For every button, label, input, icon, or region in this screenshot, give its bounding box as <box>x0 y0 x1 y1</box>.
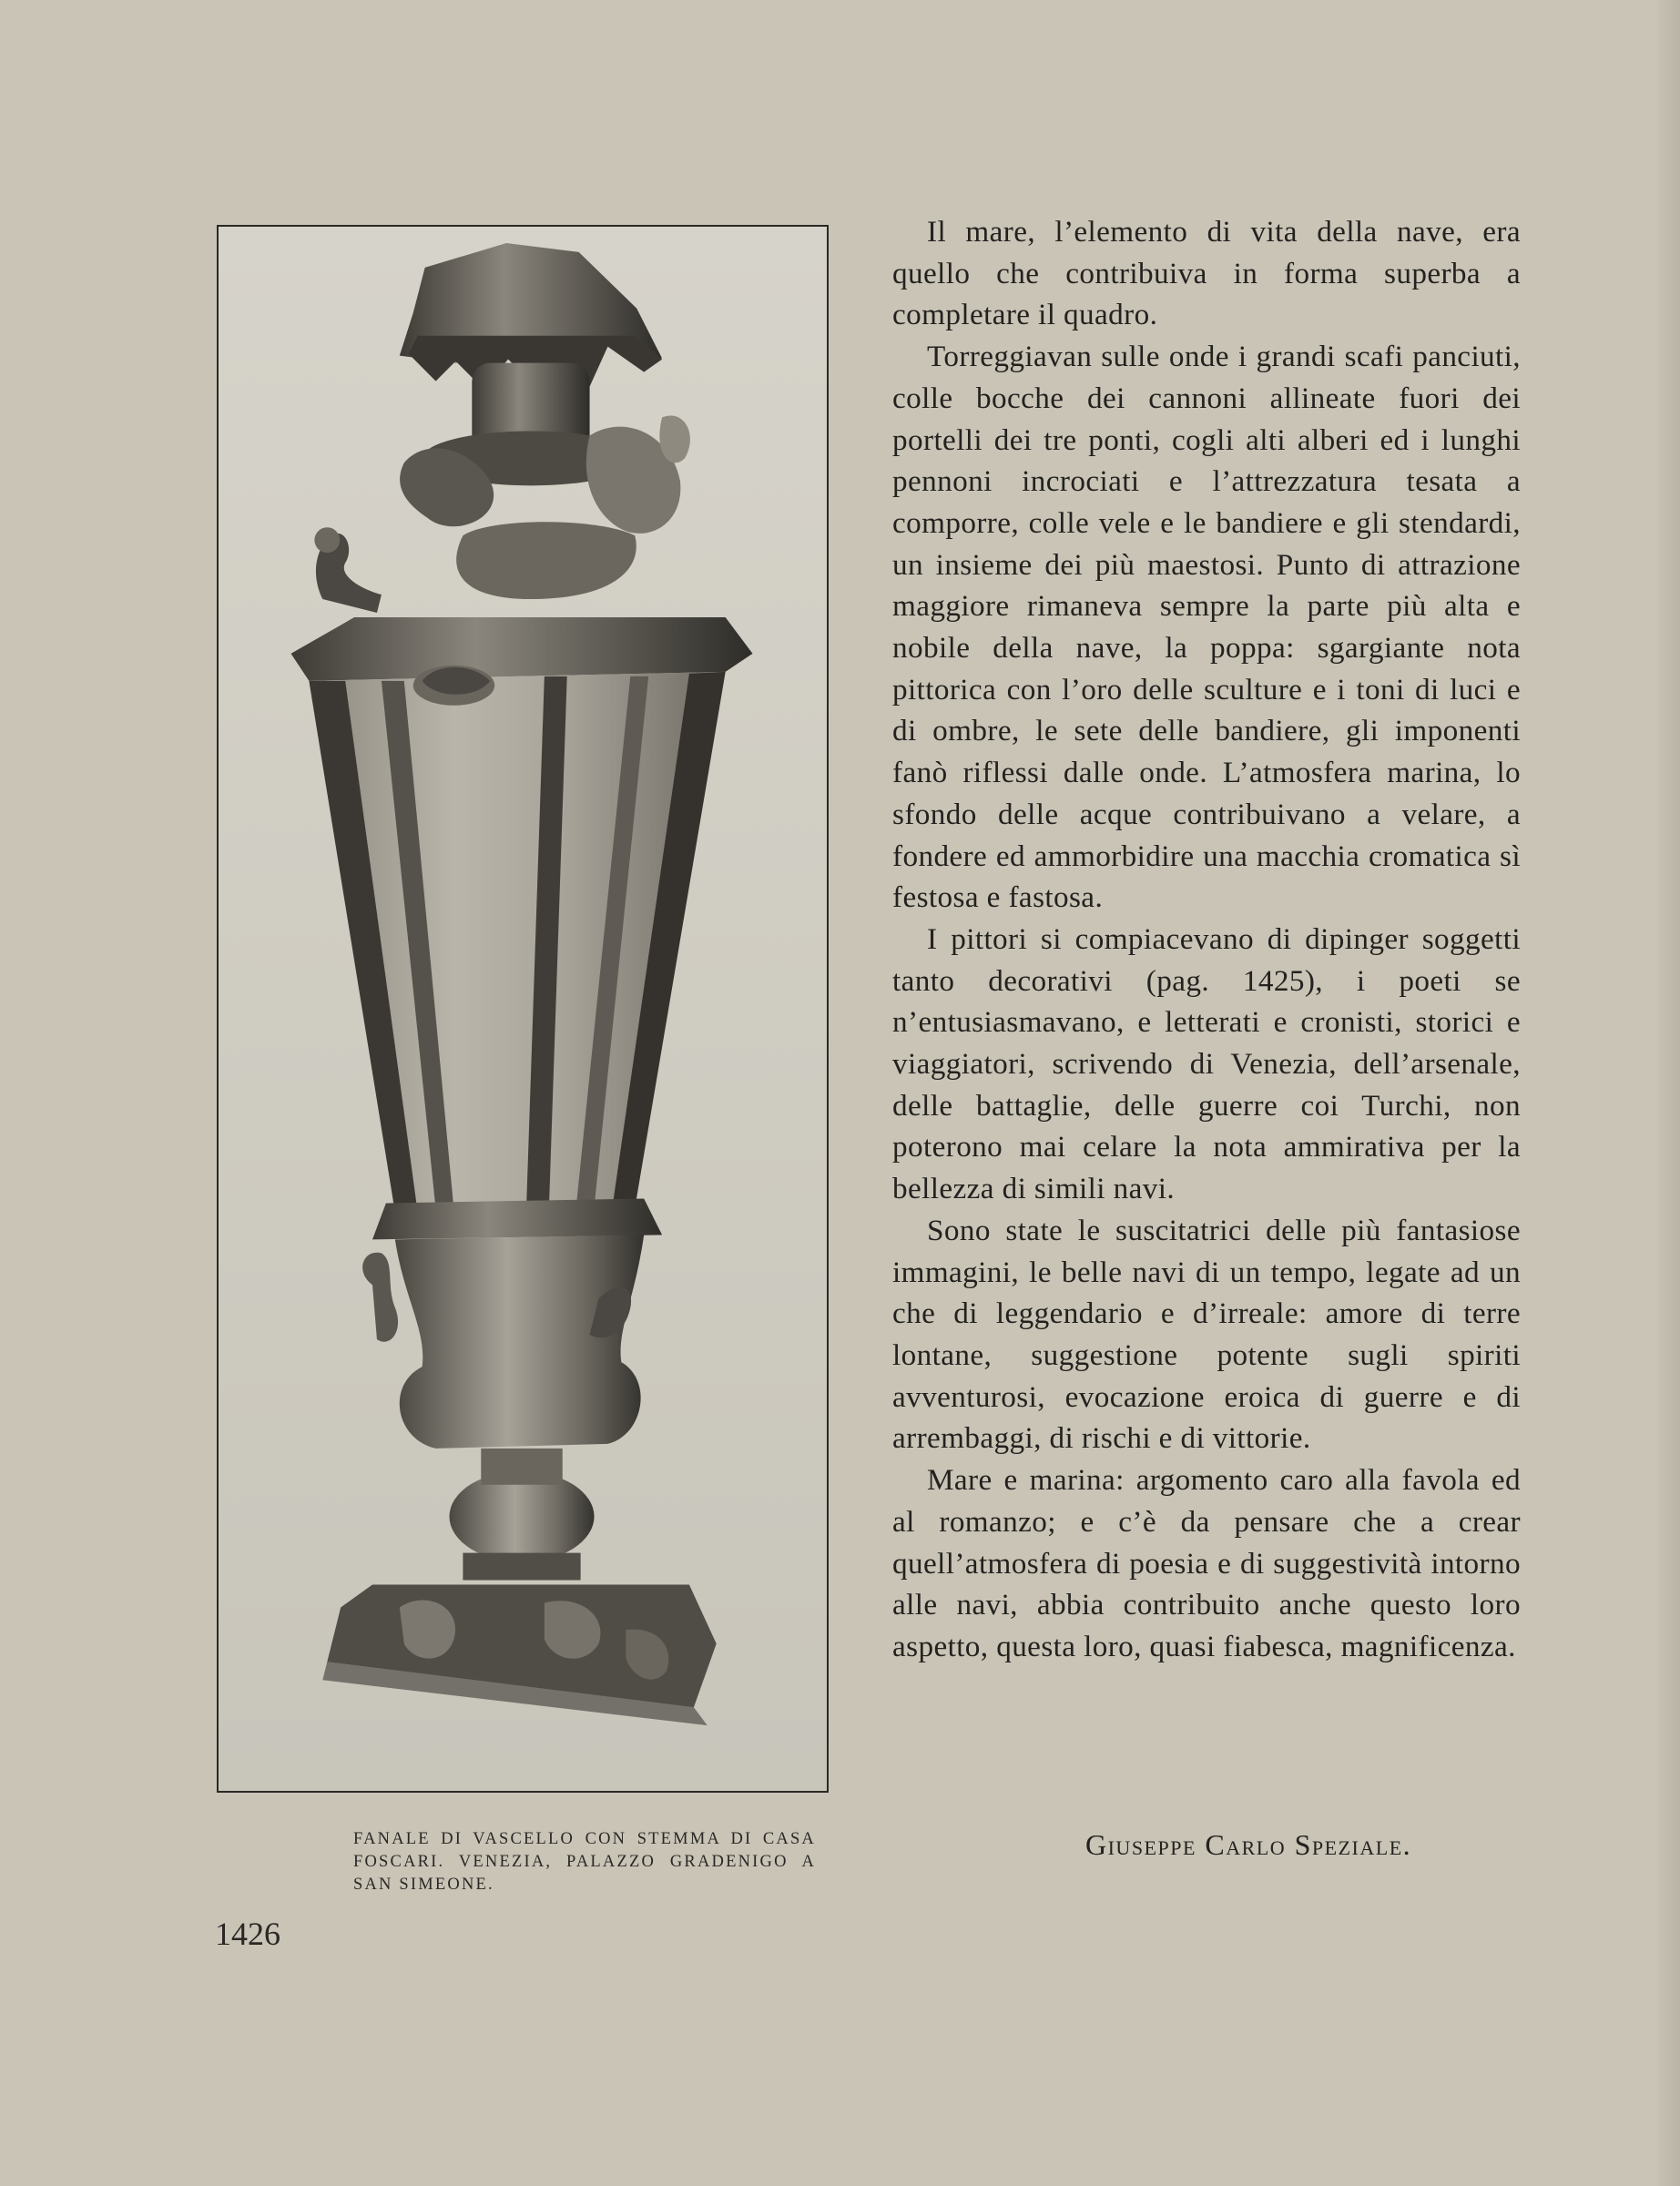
page-edge-shadow <box>1658 0 1680 2186</box>
page-number: 1426 <box>215 1916 280 1952</box>
paragraph-3: I pittori si compiacevano di dipinger soggetti tanto decorativi (pag. 1425), i poeti se n’entusiasmavano, e letterati e cronisti, storici e viaggiatori, scrivendo di Venezia, dell’arsenale, delle battaglie, delle guerre coi Turchi, non poterono mai celare la nota ammirativa per la bellezza di simili navi. <box>892 921 1521 1206</box>
paragraph-5: Mare e marina: argomento caro alla favola ed al romanzo; e c’è da pensare che a crear quell’atmosfera di poesia e di suggestività intorno alle navi, abbia contribuito anche questo loro aspetto, questa loro, quasi fiabesca, magnificenza. <box>892 1463 1521 1663</box>
author-signature: Giuseppe Carlo Speziale. <box>1085 1828 1412 1861</box>
paragraph-4: Sono state le suscitatrici delle più fantasiose immagini, le belle navi di un tempo, legate ad un che di leggendario e d’irreale: amore di terre lontane, suggestione potente sugli spiriti avventurosi, evocazione eroica di guerre e di arrembaggi, di rischi e di vittorie. <box>892 1213 1521 1456</box>
paragraph-1: Il mare, l’elemento di vita della nave, era quello che contribuiva in forma superba a completare il quadro. <box>892 215 1521 332</box>
figure-caption: FANALE DI VASCELLO CON STEMMA DI CASA FOSCARI. VENEZIA, PALAZZO GRADENIGO A SAN SIMEONE. <box>353 1830 816 1894</box>
lantern-photograph <box>217 225 829 1793</box>
paragraph-2: Torreggiavan sulle onde i grandi scafi panciuti, colle bocche dei cannoni allineate fuori dei portelli dei tre ponti, cogli alti alberi ed i lunghi pennoni incrociati e l’attrezzatura tesata a comporre, colle vele e le bandiere e gli stendardi, un insieme dei più maestosi. Punto di attrazione maggiore rimaneva sempre la parte più alta e nobile della nave, la poppa: sgargiante nota pittorica con l’oro delle sculture e i toni di luci e di ombre, le sete delle bandiere, gli imponenti fanò riflessi dalle onde. L’atmosfera marina, lo sfondo delle acque contribuivano a velare, a fondere ed ammorbidire una macchia cromatica sì festosa e fastosa. <box>892 340 1521 915</box>
ship-lantern-icon <box>219 227 827 1791</box>
article-body <box>892 211 1521 1668</box>
